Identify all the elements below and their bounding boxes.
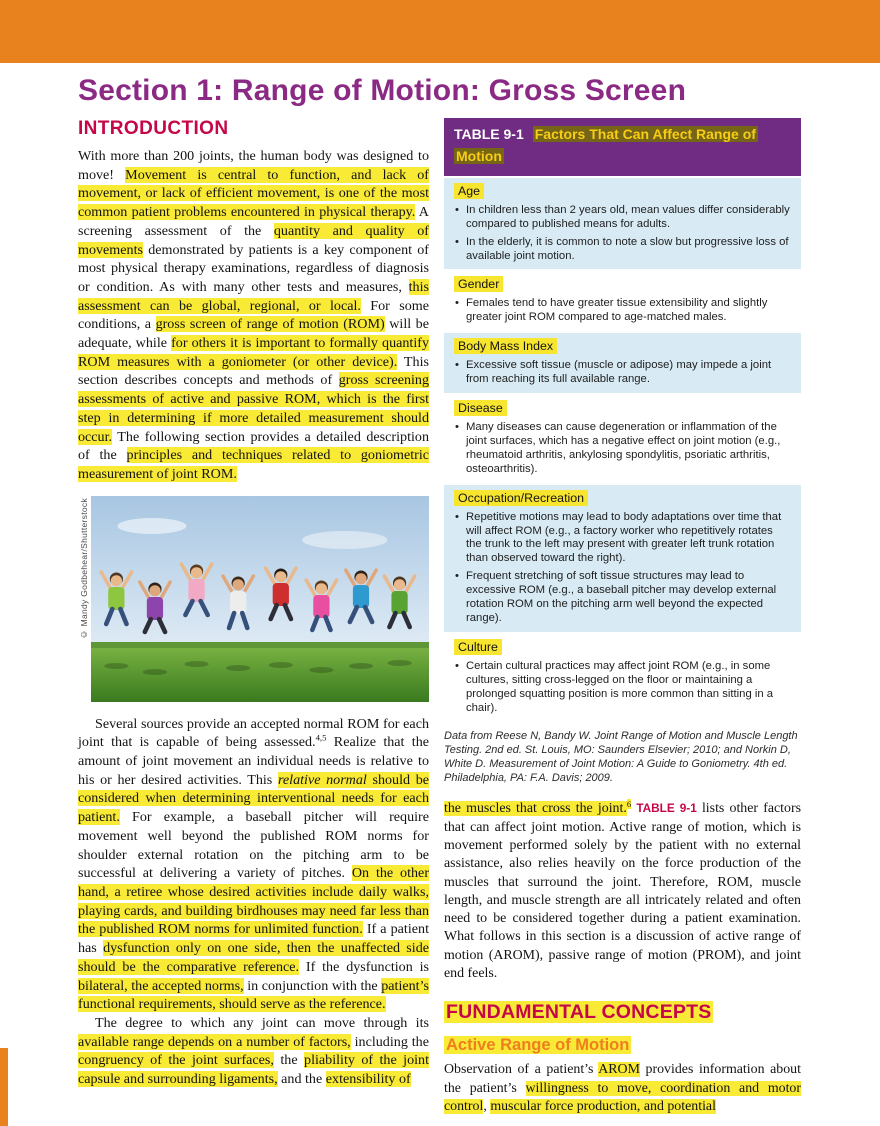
table-bullet: • Frequent stretching of soft tissue structures may lead to excessive ROM (e.g., a baseball pitcher may develop external rotation ROM on the pitching arm well beyond the expected range).	[454, 570, 791, 626]
table-section	[444, 178, 801, 270]
table-section	[444, 395, 801, 483]
intro-paragraph-2: Several sources provide an accepted normal ROM for each joint that is capable of being assessed.$^{4,5}$ Realize that the amount of joint movement an individual needs is relative to his or her desired activities. This relative normal should be considered when determining interventional needs for each patient. For example, a baseball pitcher will require movement well beyond the published ROM norms for shoulder external rotation on the pitching arm to be successful at delivering a variety of pitches. On the other hand, a retiree whose desired activities include daily walks, playing cards, and building birdhouses may need far less than the published ROM norms for unlimited function. If a patient has dysfunction only on one side, then the unaffected side should be the comparative reference. If the dysfunction is bilateral, the accepted norms, in conjunction with the patient’s functional requirements, should serve as the reference.	[78, 715, 430, 1013]
table-source-note: Data from Reese N, Bandy W. Joint Range of Motion and Muscle Length Testing. 2nd ed. St. Louis, MO: Saunders Elsevier; 2010; and Norkin D, White D. Measurement of Joint Motion: A Guide to Goniometry. 4th ed. Philadelphia, PA: F.A. Davis; 2009.	[444, 729, 798, 785]
table-bullet: • Many diseases can cause degeneration or inflammation of the joint surfaces, which has a negative effect on joint motion (e.g., rheumatoid arthritis, ankylosing spondylitis, psoriatic arthritis, osteoarthritis).	[454, 421, 791, 477]
left-orange-strip	[0, 1048, 8, 1126]
table-section-label: Body Mass Index	[454, 338, 557, 354]
table-sections	[444, 178, 801, 722]
photo-block	[78, 496, 429, 702]
top-orange-band	[0, 0, 880, 63]
jumping-people-photo	[91, 496, 429, 702]
table-section	[444, 634, 801, 722]
table-number: TABLE 9-1	[454, 126, 524, 142]
introduction-heading: INTRODUCTION	[78, 118, 229, 139]
table-section-label: Culture	[454, 639, 502, 655]
table-bullet: • Repetitive motions may lead to body adaptations over time that will affect ROM (e.g., a factory worker who repetitively rotates the trunk to the left may present with greater left trunk rotation than observed toward the right).	[454, 511, 791, 567]
table-bullet: • Excessive soft tissue (muscle or adipose) may impede a joint from reaching its full available range.	[454, 359, 791, 387]
table-header	[444, 118, 801, 176]
table-bullet: • In children less than 2 years old, mean values differ considerably compared to published means for adults.	[454, 204, 791, 232]
table-bullet: • Females tend to have greater tissue extensibility and slightly greater joint ROM compared to age-matched males.	[454, 297, 791, 325]
active-rom-heading-text: Active Range of Motion	[446, 1036, 630, 1055]
table-section	[444, 333, 801, 393]
table-section-label: Gender	[454, 276, 503, 292]
table-section-label: Disease	[454, 400, 507, 416]
table-title: Factors That Can Affect Range of Motion	[456, 126, 756, 165]
right-paragraph-1: the muscles that cross the joint.$^6$ TABLE 9-1 lists other factors that can affect joint motion. Active range of motion, which is movement performed solely by the patient with no external assistance, also relies heavily on the force production of the muscles that surround the joint. Therefore, ROM, muscle length, and muscle strength are all intricately related and often need to be considered together during a patient examination. What follows in this section is a discussion of active range of motion (AROM), passive range of motion (PROM), and joint end feels.	[444, 798, 801, 982]
intro-paragraph-1: With more than 200 joints, the human body was designed to move! Movement is central to function, and lack of movement, or lack of efficient movement, is one of the most common patient problems encountered in physical therapy. A screening assessment of the quantity and quality of movements demonstrated by patients is a key component of most physical therapy examinations, regardless of diagnosis or condition. As with many other tests and measures, this assessment can be global, regional, or local. For some conditions, a gross screen of range of motion (ROM) will be adequate, while for others it is important to formally quantify ROM measures with a goniometer (or other device). This section describes concepts and methods of gross screening assessments of active and passive ROM, which is the first step in determining if more detailed measurement should occur. The following section provides a detailed description of the principles and techniques related to goniometric measurement of joint ROM.	[78, 148, 430, 482]
table-9-1	[444, 118, 801, 722]
intro-paragraph-3: The degree to which any joint can move through its available range depends on a number of factors, including the congruency of the joint surfaces, the pliability of the joint capsule and surrounding ligaments, and the extensibility of	[78, 1014, 430, 1088]
fundamental-concepts-heading	[444, 1001, 801, 1024]
table-section-label: Occupation/Recreation	[454, 490, 588, 506]
photo-credit-text: © Mandy Godbehear/Shutterstock	[79, 497, 89, 640]
active-rom-heading	[444, 1036, 801, 1055]
fundamental-concepts-heading-text: FUNDAMENTAL CONCEPTS	[446, 1001, 712, 1024]
right-column	[444, 118, 801, 1116]
table-bullet: • In the elderly, it is common to note a slow but progressive loss of available joint motion.	[454, 236, 791, 264]
section-title: Section 1: Range of Motion: Gross Screen	[78, 74, 687, 107]
right-paragraph-2: Observation of a patient’s AROM provides information about the patient’s willingness to move, coordination and motor control, muscular force production, and potential	[444, 1062, 801, 1114]
left-column	[78, 118, 429, 1089]
table-section	[444, 485, 801, 632]
table-section-label: Age	[454, 183, 484, 199]
photo-credit	[78, 496, 91, 702]
table-bullet: • Certain cultural practices may affect joint ROM (e.g., in some cultures, sitting cross-legged on the floor or maintaining a prolonged squatting position is more common than sitting in a chair).	[454, 660, 791, 716]
table-section	[444, 271, 801, 331]
